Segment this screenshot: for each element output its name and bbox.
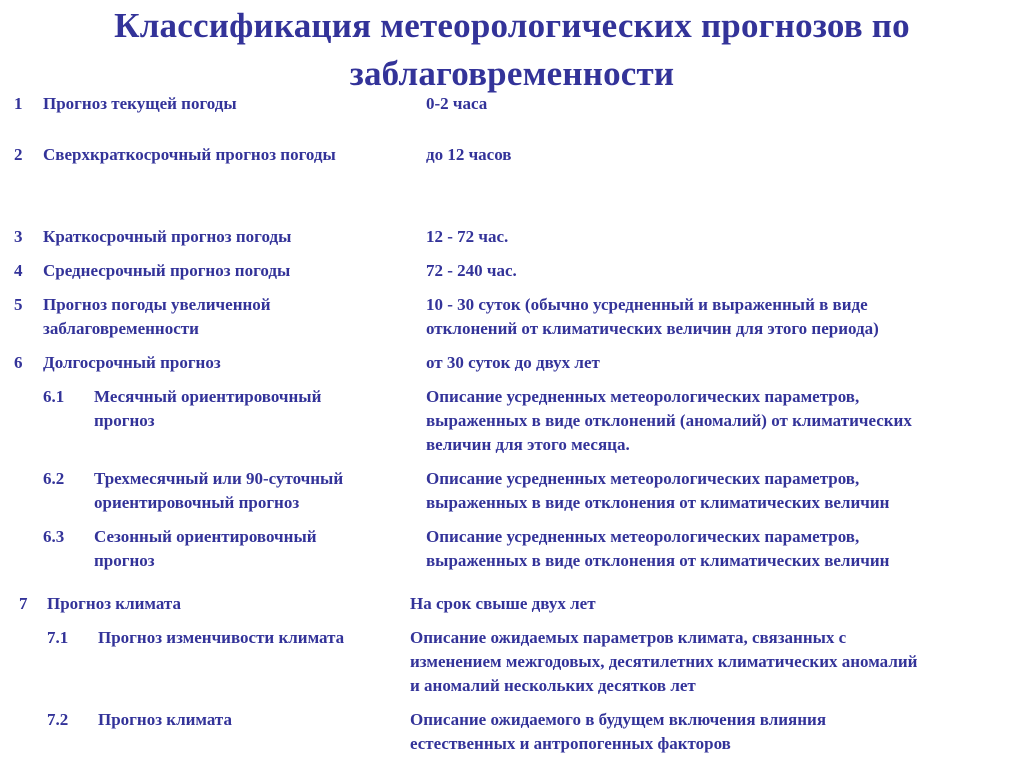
page-title <box>0 2 1024 98</box>
row-number: 7 <box>19 594 28 613</box>
forecast-name: Прогноз изменчивости климата <box>98 628 345 647</box>
forecast-lead-time: выраженных в виде отклонения от климатических величин <box>426 551 890 570</box>
forecast-lead-time: естественных и антропогенных факторов <box>410 734 731 753</box>
forecast-name: Прогноз текущей погоды <box>43 94 237 113</box>
forecast-name: Краткосрочный прогноз погоды <box>43 227 292 246</box>
forecast-name: Долгосрочный прогноз <box>43 353 221 372</box>
title-line-1: Классификация метеорологических прогнозов по <box>114 6 910 45</box>
forecast-name: прогноз <box>94 411 155 430</box>
forecast-lead-time: от 30 суток до двух лет <box>426 353 600 372</box>
forecast-name: Трехмесячный или 90-суточный <box>94 469 344 488</box>
forecast-name: Сверхкраткосрочный прогноз погоды <box>43 145 336 164</box>
row-number: 7.2 <box>47 710 69 729</box>
forecast-name: Прогноз погоды увеличенной <box>43 295 271 314</box>
forecast-lead-time: отклонений от климатических величин для этого периода) <box>426 319 879 338</box>
forecast-name: Среднесрочный прогноз погоды <box>43 261 291 280</box>
title-line-2: заблаговременности <box>349 54 675 93</box>
row-number: 6.2 <box>43 469 65 488</box>
forecast-lead-time: Описание ожидаемых параметров климата, связанных с <box>410 628 847 647</box>
forecast-lead-time: Описание усредненных метеорологических параметров, <box>426 527 860 546</box>
row-number: 6.3 <box>43 527 65 546</box>
forecast-name: Месячный ориентировочный <box>94 387 322 406</box>
forecast-lead-time: и аномалий нескольких десятков лет <box>410 676 696 695</box>
forecast-name: ориентировочный прогноз <box>94 493 300 512</box>
forecast-lead-time: Описание усредненных метеорологических параметров, <box>426 469 860 488</box>
forecast-lead-time: 0-2 часа <box>426 94 488 113</box>
row-number: 1 <box>14 94 23 113</box>
forecast-lead-time: выраженных в виде отклонения от климатических величин <box>426 493 890 512</box>
forecast-name: заблаговременности <box>43 319 199 338</box>
forecast-lead-time: На срок свыше двух лет <box>410 594 596 613</box>
forecast-lead-time: изменением межгодовых, десятилетних климатических аномалий <box>410 652 918 671</box>
forecast-name: прогноз <box>94 551 155 570</box>
row-number: 6.1 <box>43 387 65 406</box>
forecast-lead-time: величин для этого месяца. <box>426 435 630 454</box>
forecast-lead-time: Описание ожидаемого в будущем включения влияния <box>410 710 827 729</box>
forecast-lead-time: 12 - 72 час. <box>426 227 509 246</box>
row-number: 2 <box>14 145 23 164</box>
forecast-name: Прогноз климата <box>47 594 181 613</box>
forecast-lead-time: до 12 часов <box>426 145 512 164</box>
row-number: 6 <box>14 353 23 372</box>
forecast-name: Сезонный ориентировочный <box>94 527 317 546</box>
forecast-lead-time: выраженных в виде отклонений (аномалий) от климатических <box>426 411 912 430</box>
forecast-lead-time: 72 - 240 час. <box>426 261 517 280</box>
forecast-lead-time: 10 - 30 суток (обычно усредненный и выраженный в виде <box>426 295 868 314</box>
forecast-lead-time: Описание усредненных метеорологических параметров, <box>426 387 860 406</box>
row-number: 5 <box>14 295 23 314</box>
row-number: 3 <box>14 227 23 246</box>
row-number: 4 <box>14 261 23 280</box>
row-number: 7.1 <box>47 628 69 647</box>
forecast-name: Прогноз климата <box>98 710 232 729</box>
